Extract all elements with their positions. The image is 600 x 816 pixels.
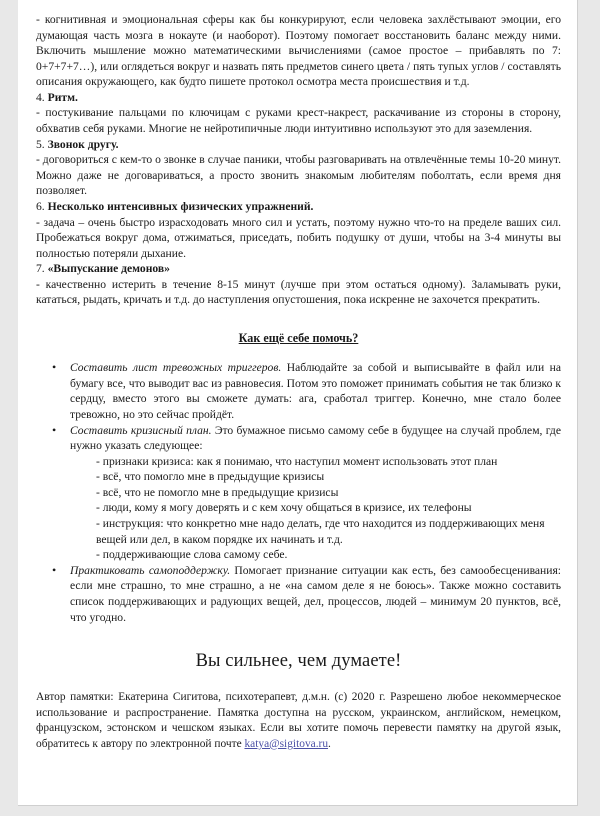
item-number-6: 6. [36,199,45,213]
numbered-item-heading-7 [36,261,561,277]
list-item: - люди, кому я могу доверять и с кем хочу общаться в кризисе, их телефоны [96,501,472,515]
item-title-4: Ритм. [47,90,78,104]
footer-credits [36,690,561,753]
self-help-bullet-list [36,360,561,625]
item-title-5: Звонок другу. [47,137,119,151]
list-item [36,423,561,563]
footer-text-before-link: Автор памятки: Екатерина Сигитова, психотерапевт, д.м.н. (с) 2020 г. Разрешено любое некоммерческое использование и распространение. Памятка доступна на русском, украинском, английском, немецком, французском, эстонском и чешском языках. Если вы хотите помочь перевести памятку на другой язык, обратитесь к автору по электронной почте [36,690,561,750]
list-item: - признаки кризиса: как я понимаю, что наступил момент использовать этот план [96,454,498,468]
item-title-6: Несколько интенсивных физических упражнений. [47,199,314,213]
bullet-text-2: Это бумажное письмо самому себе в будущее на случай проблем, где нужно указать следующее: [70,423,561,453]
item-title-7: «Выпускание демонов» [47,262,170,276]
closing-slogan: Вы сильнее, чем думаете! [195,651,402,672]
author-email-link[interactable]: katya@sigitova.ru [244,737,329,750]
crisis-plan-sub-list [70,454,561,563]
list-item [36,563,561,625]
section-heading-text: Как ещё себе помочь? [238,330,359,345]
numbered-item-body-4: - постукивание пальцами по ключицам с руками крест-накрест, раскачивание из стороны в сторону, обхватив себя руками. Многие не нейротипичные люди интуитивно используют это для заземления. [36,106,561,136]
numbered-item-heading-5 [36,137,561,153]
list-item: - всё, что не помогло мне в предыдущие кризисы [96,485,339,499]
list-item: - поддерживающие слова самому себе. [96,548,288,562]
section-heading [36,330,561,346]
intro-paragraph: - когнитивная и эмоциональная сферы как бы конкурируют, если человека захлёстывают эмоции, его думающая часть мозга в нокауте (и наоборот). Поэтому помогает восстановить баланс между ними. Включить мышление можно математическими вычислениями (самое простое – прибавлять по 7: 0+7+7+7…), или оглядеться вокруг и назвать пять предметов синего цвета / пять тупых углов / составлять описания окружающего, как будто пишете протокол осмотра места происшествия и т.д. [36,13,561,89]
bullet-lead-1: Составить лист тревожных триггеров. [70,361,282,375]
numbered-item-body-7: - качественно истерить в течение 8-15 минут (лучше при этом остаться одному). Заламывать руки, кататься, рыдать, кричать и т.д. до наступления опустошения, пока искренне не захочется прекратить. [36,277,561,307]
numbered-item-heading-6 [36,199,561,215]
list-item [36,360,561,422]
document-page [18,0,578,806]
document-content [18,0,577,752]
bullet-text-3: Помогает признание ситуации как есть, без самообесценивания: если мне страшно, то мне страшно, а не «на самом деле я не боюсь». Также можно составить список поддерживающих и радующих вещей, дел, процессов, людей – минимум 20 пунктов, всё, что угодно. [70,563,561,624]
item-number-5: 5. [36,137,45,151]
numbered-item-heading-4 [36,90,561,106]
footer-text-after-link: . [328,737,331,750]
bullet-text-1: Наблюдайте за собой и выписывайте в файл или на бумагу все, что выводит вас из равновесия. Потом это поможет принимать события не так близко к сердцу, вместо этого вы сможете думать: ага, сработал триггер. Конечно, мне стало более тревожно, но это сейчас пройдёт. [70,361,561,421]
bullet-lead-3: Практиковать самоподдержку. [70,563,231,577]
numbered-item-body-5: - договориться с кем-то о звонке в случае паники, чтобы разговаривать на отвлечённые темы 10-20 минут. Можно даже не договариваться, а просто звонить знакомым любителям поболтать, если время дня позволяет. [36,153,561,198]
numbered-item-body-6: - задача – очень быстро израсходовать много сил и устать, поэтому нужно что-то на пределе ваших сил. Пробежаться вокруг дома, отжиматься, приседать, побить подушку от души, чтобы на 3-4 минуты вы полностью потеряли дыхание. [36,215,561,260]
item-number-4: 4. [36,90,45,104]
item-number-7: 7. [36,262,45,276]
list-item: - инструкция: что конкретно мне надо делать, где что находится из поддерживающих меня вещей или дел, в каком порядке их начинать и т.д. [96,517,545,546]
bullet-lead-2: Составить кризисный план. [70,423,212,437]
list-item: - всё, что помогло мне в предыдущие кризисы [96,470,325,484]
